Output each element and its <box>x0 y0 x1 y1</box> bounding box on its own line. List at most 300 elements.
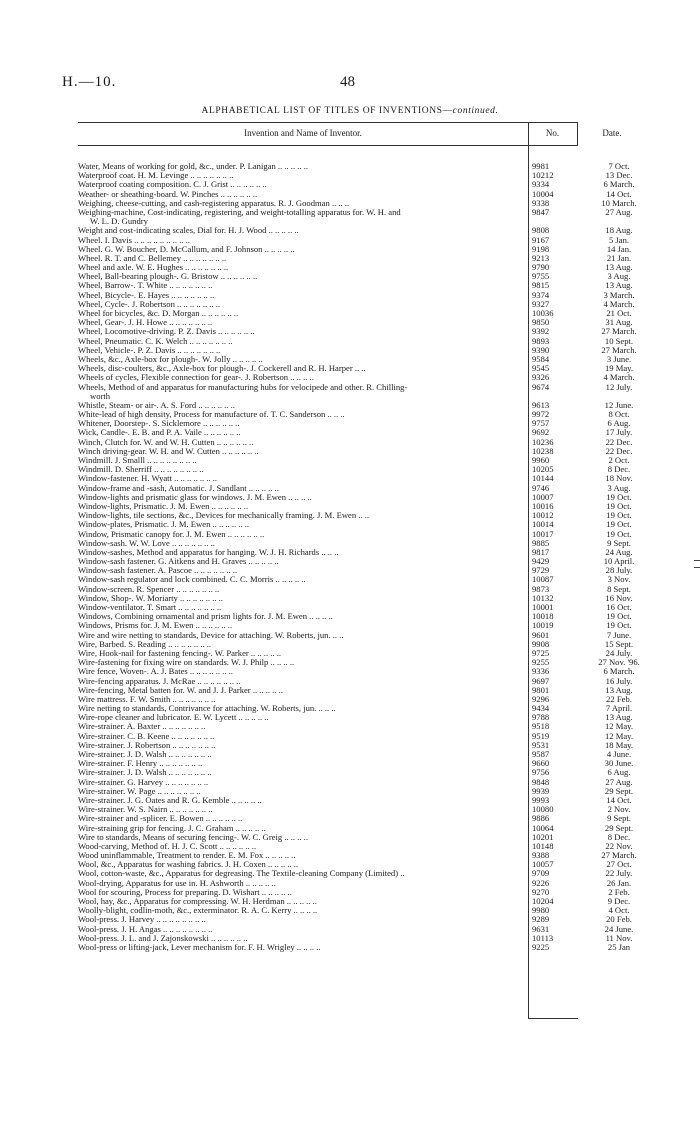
invention-text: Window-sash fastener. A. Pascoe .. .. .. .. .. .. .. <box>78 566 238 576</box>
patent-date: 19 Oct. <box>606 491 632 502</box>
table-row <box>78 905 630 916</box>
table-row <box>78 243 632 254</box>
patent-date: 22 July. <box>605 868 633 879</box>
patent-date: 8 Dec. <box>607 464 631 475</box>
list-title-main: ALPHABETICAL LIST OF TITLES OF INVENTIONS— <box>201 106 453 116</box>
patent-number: 9873 <box>532 583 550 594</box>
invention-title <box>78 612 526 621</box>
invention-title <box>78 557 526 566</box>
table-row <box>78 932 633 943</box>
patent-date: 19 Oct. <box>606 500 632 511</box>
table-top-rule <box>78 122 578 123</box>
patent-date: 31 Aug. <box>605 317 633 328</box>
invention-text: Whistle, Steam- or air-. A. S. Ford .. .. .. .. .. .. <box>78 400 235 410</box>
patent-number: 9338 <box>532 197 550 208</box>
invention-text: Water, Means of working for gold, &c., under. P. Lanigan .. .. .. .. .. <box>78 162 308 171</box>
invention-text: Windmill. J. Smalll .. .. .. .. .. .. .. .. <box>78 456 197 466</box>
invention-title <box>78 300 526 309</box>
table-row <box>78 298 635 309</box>
patent-number: 9697 <box>532 675 550 686</box>
patent-date: 14 Oct. <box>606 794 632 805</box>
invention-title <box>78 833 526 842</box>
invention-text: Wire-strainer. J. D. Walsh .. .. .. .. .. .. .. <box>78 750 212 760</box>
invention-text: Window-screen. R. Spencer .. .. .. .. .. .. .. <box>78 584 220 594</box>
table-row <box>78 721 634 732</box>
column-header-date: Date. <box>602 128 622 138</box>
table-row <box>78 822 634 833</box>
table-row <box>78 914 632 925</box>
table-row <box>78 657 640 668</box>
patent-date: 24 June. <box>604 923 634 934</box>
patent-date: 24 Aug. <box>605 546 633 557</box>
invention-text: Window-sashes, Method and apparatus for hanging. W. J. H. Richards .. .. .. <box>78 547 339 557</box>
invention-title <box>78 631 526 640</box>
invention-title <box>78 805 526 814</box>
table-row <box>78 877 632 888</box>
table-row <box>78 262 633 273</box>
invention-title <box>78 566 526 575</box>
invention-title <box>78 465 526 474</box>
table-row <box>78 528 632 539</box>
invention-title <box>78 897 526 906</box>
table-row <box>78 491 632 502</box>
patent-date: 22 Feb. <box>606 693 632 704</box>
invention-title <box>78 603 526 612</box>
patent-date: 18 May. <box>604 739 634 750</box>
patent-date: 6 Aug. <box>607 767 631 778</box>
table-row <box>78 197 637 208</box>
patent-date: 4 June. <box>606 749 632 760</box>
patent-date: 2 Nov. <box>607 804 631 815</box>
patent-number: 9801 <box>532 684 550 695</box>
table-row <box>78 500 632 511</box>
invention-text: Window-fastener. H. Wyatt .. .. .. .. .. .. .. <box>78 474 218 484</box>
patent-date: 4 Oct. <box>608 905 630 916</box>
patent-date: 27 March. <box>601 850 637 861</box>
patent-number: 9213 <box>532 252 550 263</box>
patent-date: 11 Nov. <box>605 932 633 943</box>
invention-title <box>78 383 526 401</box>
invention-text: Woolly-blight, codlin-moth, &c., exterminator. R. A. C. Kerry .. .. .. .. <box>78 906 318 916</box>
table-row <box>78 556 635 567</box>
table-row <box>78 317 633 328</box>
table-row <box>78 335 634 346</box>
table-row <box>78 289 635 300</box>
invention-text: Wool, &c., Apparatus for washing fabrics. J. H. Coxen .. .. .. .. .. <box>78 860 299 870</box>
patent-date: 18 Nov. <box>605 473 633 484</box>
invention-title <box>78 254 526 263</box>
invention-title <box>78 621 526 630</box>
patent-number: 9757 <box>532 418 550 429</box>
patent-date: 4 March. <box>603 372 635 383</box>
invention-title <box>78 428 526 437</box>
patent-number: 9980 <box>532 905 550 916</box>
invention-title <box>78 190 526 199</box>
patent-number: 10012 <box>532 510 554 521</box>
invention-title <box>78 245 526 254</box>
table-row <box>78 574 631 585</box>
patent-number: 9255 <box>532 657 550 668</box>
patent-number: 10205 <box>532 464 554 475</box>
invention-title <box>78 226 526 235</box>
patent-number: 9674 <box>532 381 550 392</box>
patent-date: 7 June. <box>606 629 632 640</box>
invention-title <box>78 713 526 722</box>
invention-text: Windows, Prisms for. J. M. Ewen .. .. .. .. .. .. <box>78 621 233 631</box>
patent-date: 10 April. <box>603 556 635 567</box>
invention-title <box>78 171 526 180</box>
patent-date: 20 Feb. <box>606 914 632 925</box>
invention-text: Wheels, disc-coulters, &c., Axle-box for plough-. J. Cockerell and R. H. Harper .. .. <box>78 364 366 374</box>
invention-title <box>78 796 526 805</box>
table-row <box>78 592 633 603</box>
invention-title <box>78 236 526 245</box>
table-row <box>78 565 633 576</box>
patent-number: 10236 <box>532 436 554 447</box>
table-row <box>78 363 634 374</box>
invention-title <box>78 677 526 686</box>
invention-text: Whitener, Doorstep-. S. Sicklemore .. .. .. .. .. .. <box>78 419 240 429</box>
patent-number: 9326 <box>532 372 550 383</box>
invention-text: Window-sash. W. W. Love .. .. .. .. .. .. .. <box>78 538 215 548</box>
patent-number: 10132 <box>532 592 554 603</box>
patent-number: 10019 <box>532 620 554 631</box>
table-row <box>78 730 634 741</box>
invention-title <box>78 346 526 355</box>
invention-text: Wheel, Gear-. J. H. Howe .. .. .. .. .. .. .. <box>78 318 213 328</box>
patent-number: 9388 <box>532 850 550 861</box>
invention-title <box>78 741 526 750</box>
invention-text: Wheel, Barrow-. T. White .. .. .. .. .. .. .. <box>78 281 213 291</box>
invention-title <box>78 511 526 520</box>
invention-text: Wool-press. J. H. Angas .. .. .. .. .. .. .. .. <box>78 924 213 934</box>
patent-date: 21 Oct. <box>606 308 632 319</box>
invention-text: Wheel. G. W. Boucher, D. McCallum, and F. Johnson .. .. .. .. .. <box>78 244 295 254</box>
patent-date: 25 Jan <box>607 941 631 952</box>
patent-number: 10004 <box>532 188 554 199</box>
patent-number: 9972 <box>532 409 550 420</box>
patent-number: 10212 <box>532 170 554 181</box>
patent-number: 9790 <box>532 262 550 273</box>
invention-text: Wheels of cycles, Flexible connection for gear-. J. Robertson .. .. .. .. <box>78 373 314 383</box>
patent-date: 27 Oct. <box>606 859 632 870</box>
table-row <box>78 234 630 245</box>
patent-date: 2 Oct. <box>608 455 630 466</box>
table-row <box>78 850 637 861</box>
table-row <box>78 749 632 760</box>
table-row <box>78 353 632 364</box>
invention-text-continuation: W. L. D. Gundry <box>90 216 148 227</box>
invention-title <box>78 943 526 952</box>
invention-text: Wire to standards, Means of securing fencing-. W. C. Greig .. .. .. .. <box>78 832 308 842</box>
invention-text: Wheel, Cycle-. J. Robertson .. .. .. .. .. .. .. <box>78 299 221 309</box>
invention-title <box>78 750 526 759</box>
patent-number: 10001 <box>532 602 554 613</box>
invention-text: Wire-fencing, Metal batten for. W. and J. J. Parker .. .. .. .. .. <box>78 685 283 695</box>
patent-date: 19 May. <box>604 363 634 374</box>
patent-number: 9531 <box>532 739 550 750</box>
patent-date: 22 Dec. <box>605 436 633 447</box>
invention-title <box>78 879 526 888</box>
patent-number: 10007 <box>532 491 554 502</box>
invention-text: Wheel. R. T. and C. Bellemey .. .. .. .. .. .. .. <box>78 253 227 263</box>
patent-number: 10057 <box>532 859 554 870</box>
invention-text: Wool, cotton-waste, &c., Apparatus for degreasing. The Textile-cleaning Company (Limited) .. <box>78 869 405 879</box>
invention-text: Windmill. D. Sherriff .. .. .. .. .. .. .. .. <box>78 465 204 475</box>
invention-title <box>78 594 526 603</box>
invention-title <box>78 530 526 539</box>
invention-text: Window-frame and -sash, Automatic. J. Sandlant .. .. .. .. .. <box>78 483 279 493</box>
patent-number: 9198 <box>532 243 550 254</box>
patent-date: 13 Dec. <box>605 170 633 181</box>
invention-title <box>78 915 526 924</box>
invention-text: Window, Prismatic canopy for. J. M. Ewen .. .. .. .. .. .. <box>78 529 265 539</box>
invention-title <box>78 658 526 667</box>
invention-title <box>78 162 526 171</box>
invention-title <box>78 281 526 290</box>
invention-title <box>78 851 526 860</box>
table-row <box>78 923 634 934</box>
patent-number: 9296 <box>532 693 550 704</box>
invention-title <box>78 759 526 768</box>
patent-number: 9850 <box>532 317 550 328</box>
invention-text: Wire-strainer. J. D. Walsh .. .. .. .. .. .. .. <box>78 768 212 778</box>
invention-text: Window-ventilator. T. Smart .. .. .. .. .. .. .. <box>78 603 222 613</box>
patent-number: 10016 <box>532 500 554 511</box>
invention-title <box>78 438 526 447</box>
patent-date: 9 Dec. <box>607 896 631 907</box>
table-header-bottom-rule <box>78 145 578 146</box>
invention-title <box>78 888 526 897</box>
patent-date: 2 Feb. <box>608 886 630 897</box>
invention-text: Wire-rope cleaner and lubricator. E. W. Lycett .. .. .. .. .. <box>78 713 269 723</box>
patent-date: 12 June. <box>604 399 634 410</box>
patent-number: 9848 <box>532 776 550 787</box>
table-row <box>78 372 635 383</box>
patent-number: 9429 <box>532 556 550 567</box>
table-row <box>78 188 632 199</box>
invention-text: Wheels, Method of and apparatus for manufacturing hubs for velocipede and other. R. Chilling- <box>78 382 408 392</box>
invention-text: Weighing-machine, Cost-indicating, registering, and weight-totalling apparatus for. W. H. and <box>78 207 401 217</box>
patent-number: 10144 <box>532 473 554 484</box>
patent-date: 6 March. <box>603 666 635 677</box>
invention-title <box>78 401 526 410</box>
patent-number: 10087 <box>532 574 554 585</box>
invention-title <box>78 842 526 851</box>
patent-date: 13 Aug. <box>605 262 633 273</box>
patent-number: 9392 <box>532 326 550 337</box>
invention-text: Wood uninflammable, Treatment to render. E. M. Fox .. .. .. .. .. <box>78 851 296 861</box>
patent-number: 9885 <box>532 537 550 548</box>
patent-number: 9584 <box>532 353 550 364</box>
invention-title <box>78 585 526 594</box>
table-row <box>78 813 631 824</box>
patent-number: 9709 <box>532 868 550 879</box>
patent-number: 9960 <box>532 455 550 466</box>
invention-title <box>78 199 526 208</box>
patent-date: 27 Aug. <box>605 776 633 787</box>
table-row <box>78 804 631 815</box>
patent-date: 29 Sept. <box>604 822 634 833</box>
patent-date: 29 Sept. <box>604 785 634 796</box>
invention-title <box>78 327 526 336</box>
table-row <box>78 271 631 282</box>
invention-text: Window-lights and prismatic glass for windows. J. M. Ewen .. .. .. .. <box>78 492 312 502</box>
patent-date: 28 July. <box>605 565 633 576</box>
invention-title <box>78 778 526 787</box>
patent-date: 26 Jan. <box>606 877 632 888</box>
table-row <box>78 896 631 907</box>
patent-number: 9613 <box>532 399 550 410</box>
patent-date: 9 Sept. <box>607 537 631 548</box>
patent-number: 9725 <box>532 647 550 658</box>
patent-number: 9817 <box>532 546 550 557</box>
table-row <box>78 675 633 686</box>
invention-title <box>78 824 526 833</box>
patent-date: 9 Sept. <box>607 813 631 824</box>
patent-number: 9755 <box>532 271 550 282</box>
table-row <box>78 445 633 456</box>
invention-text: Waterproof coating composition. C. J. Grist .. .. .. .. .. .. <box>78 180 267 190</box>
invention-text: Wheels, &c., Axle-box for plough-. W. Jolly .. .. .. .. .. <box>78 354 263 364</box>
patent-date: 7 April. <box>605 703 633 714</box>
invention-text: Wool, hay, &c., Apparatus for compressing. W. H. Herdman .. .. .. .. .. <box>78 897 317 907</box>
patent-date: 4 March. <box>603 298 635 309</box>
invention-title <box>78 787 526 796</box>
patent-number: 9336 <box>532 666 550 677</box>
patent-date: 7 Oct. <box>608 161 630 171</box>
invention-title <box>78 814 526 823</box>
table-row <box>78 519 632 530</box>
patent-number: 9692 <box>532 427 550 438</box>
patent-number: 9886 <box>532 813 550 824</box>
table-row <box>78 703 633 714</box>
patent-date: 17 July. <box>605 427 633 438</box>
patent-date: 6 March. <box>603 179 635 190</box>
invention-title <box>78 548 526 557</box>
table-row <box>78 859 632 870</box>
patent-number: 9808 <box>532 225 550 236</box>
patent-number: 9289 <box>532 914 550 925</box>
patent-date: 18 Aug. <box>605 225 633 236</box>
invention-title <box>78 539 526 548</box>
patent-date: 12 May. <box>604 730 634 741</box>
patent-number: 9815 <box>532 280 550 291</box>
patent-number: 10036 <box>532 308 554 319</box>
invention-text: Wheel for bicycles, &c. D. Morgan .. .. .. .. .. .. <box>78 309 239 319</box>
patent-number: 9167 <box>532 234 550 245</box>
invention-text: Wire-strainer. A. Baxter .. .. .. .. .. .. .. <box>78 722 206 732</box>
invention-title <box>78 410 526 419</box>
invention-text: Wood-carving, Method of. H. J. C. Scott .. .. .. .. .. .. <box>78 841 257 851</box>
table-row <box>78 611 632 622</box>
patent-date: 27 March. <box>601 344 637 355</box>
patent-number: 9893 <box>532 335 550 346</box>
patent-date: 3 Nov. <box>607 574 631 585</box>
invention-text: Wheel, Pneumatic. C. K. Welch .. .. .. .. .. .. .. <box>78 336 233 346</box>
patent-date: 19 Oct. <box>606 510 632 521</box>
patent-date: 8 Oct. <box>608 409 630 420</box>
invention-text: Wire-strainer. J. Robertson .. .. .. .. .. .. .. <box>78 740 216 750</box>
patent-date: 12 July. <box>605 381 633 392</box>
table-row <box>78 225 633 236</box>
table-row <box>78 583 631 594</box>
invention-title <box>78 272 526 281</box>
patent-number: 9334 <box>532 179 550 190</box>
table-row <box>78 886 630 897</box>
invention-title <box>78 732 526 741</box>
patent-number: 9390 <box>532 344 550 355</box>
list-title-continued: continued. <box>452 106 499 116</box>
patent-number: 10080 <box>532 804 554 815</box>
invention-text: Wheel and axle. W. E. Hughes .. .. .. .. .. .. .. <box>78 263 229 273</box>
patent-date: 19 Oct. <box>606 611 632 622</box>
invention-text: Weighing, cheese-cutting, and cash-registering apparatus. R. J. Goodman .. .. .. <box>78 198 350 208</box>
patent-date: 3 March. <box>603 289 635 300</box>
invention-title <box>78 925 526 934</box>
patent-date: 13 Aug. <box>605 712 633 723</box>
patent-date: 3 Aug. <box>607 482 631 493</box>
invention-text: Wire-fencing apparatus. J. McRae .. .. .. .. .. .. .. <box>78 676 241 686</box>
invention-title <box>78 575 526 584</box>
patent-number: 10017 <box>532 528 554 539</box>
invention-text: Wire-strainer and -splicer. E. Bowen .. .. .. .. .. .. <box>78 814 243 824</box>
invention-text: Wheel. I. Davis .. .. .. .. .. .. .. .. .. <box>78 235 190 245</box>
patent-number: 9847 <box>532 206 550 217</box>
invention-title <box>78 355 526 364</box>
table-row <box>78 776 633 787</box>
invention-text: Wire-straining grip for fencing. J. C. Graham .. .. .. .. .. <box>78 823 266 833</box>
invention-title <box>78 263 526 272</box>
table-row <box>78 840 633 851</box>
invention-title <box>78 337 526 346</box>
invention-text: Wool for scouring, Process for preparing. D. Wishart .. .. .. .. .. <box>78 887 292 897</box>
table-row <box>78 767 631 778</box>
patent-number: 9327 <box>532 298 550 309</box>
patent-date: 19 Oct. <box>606 528 632 539</box>
invention-title <box>78 208 526 226</box>
patent-date: 19 Oct. <box>606 519 632 530</box>
patent-number: 9981 <box>532 161 550 171</box>
invention-title <box>78 520 526 529</box>
invention-text: Wire-strainer. W. Page .. .. .. .. .. .. .. <box>78 786 201 796</box>
invention-title <box>78 768 526 777</box>
patent-date: 13 Aug. <box>605 280 633 291</box>
table-row <box>78 602 632 613</box>
invention-title <box>78 373 526 382</box>
invention-text: Wire, Barbed. S. Reading .. .. .. .. .. .. .. <box>78 639 212 649</box>
patent-date: 21 Jan. <box>606 252 632 263</box>
table-row <box>78 712 633 723</box>
patent-number: 9545 <box>532 363 550 374</box>
page-number: 48 <box>340 74 355 90</box>
patent-date: 8 Dec. <box>607 831 631 842</box>
patent-date: 14 Oct. <box>606 188 632 199</box>
invention-title <box>78 934 526 943</box>
invention-text: Wire-strainer. J. G. Oates and R. G. Kemble .. .. .. .. .. <box>78 795 262 805</box>
invention-text: Wire-strainer. C. B. Keene .. .. .. .. .. .. .. <box>78 731 215 741</box>
patent-number: 9374 <box>532 289 550 300</box>
patent-number: 9587 <box>532 749 550 760</box>
invention-text: Wheel, Locomotive-driving. P. Z. Davis .. .. .. .. .. .. <box>78 327 255 337</box>
invention-title <box>78 474 526 483</box>
patent-date: 12 May. <box>604 721 634 732</box>
patent-date: 3 June. <box>606 353 632 364</box>
table-bottom-rule <box>528 1018 578 1019</box>
table-row <box>78 206 633 227</box>
invention-text: Winch driving-gear. W. H. and W. Cutten .. .. .. .. .. .. <box>78 446 259 456</box>
table-row <box>78 252 632 263</box>
